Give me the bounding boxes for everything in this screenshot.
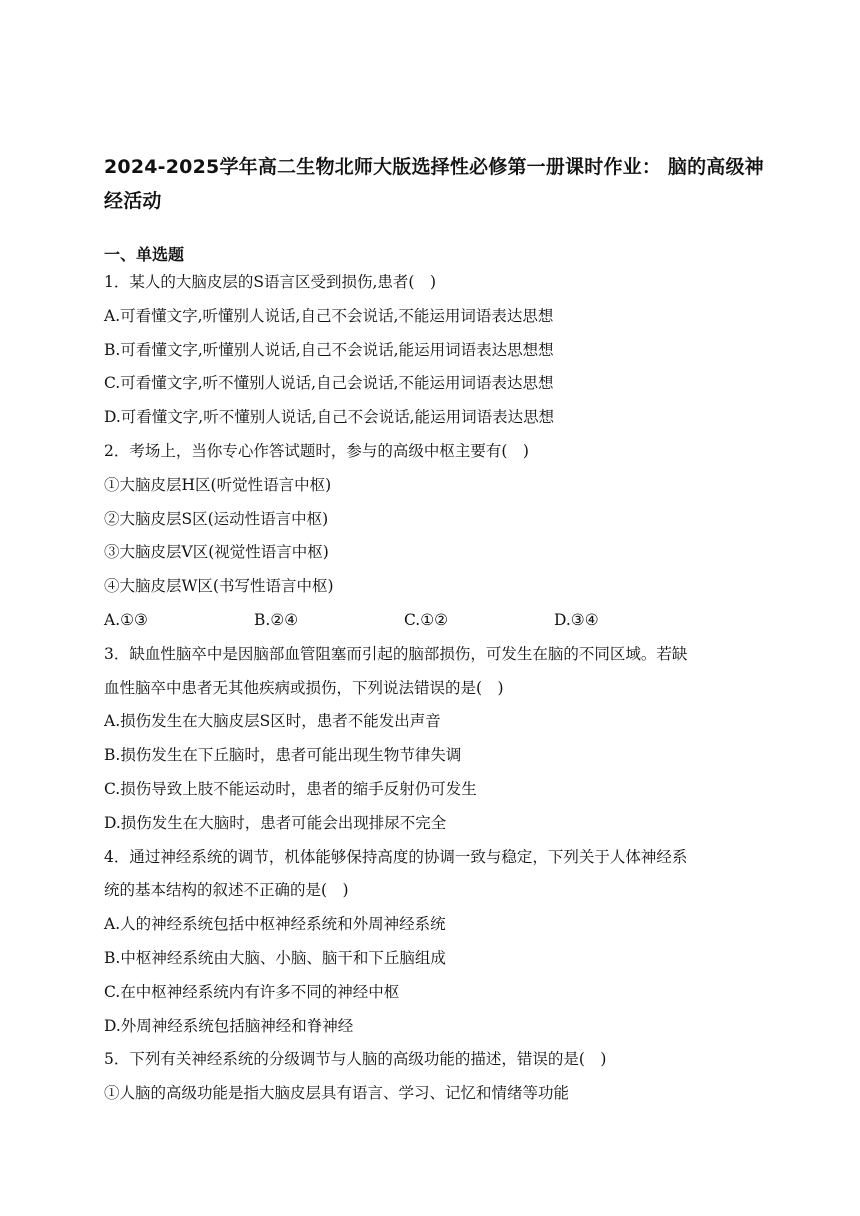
question-1-option-a: A.可看懂文字,听懂别人说话,自己不会说话,不能运用词语表达思想 [104,306,554,325]
question-1-option-c: C.可看懂文字,听不懂别人说话,自己会说话,不能运用词语表达思想 [104,374,554,393]
question-3-option-b: B.损伤发生在下丘脑时，患者可能出现生物节律失调 [104,746,462,765]
question-2-statement-3: ③大脑皮层V区(视觉性语言中枢) [104,543,329,562]
question-3-option-d: D.损伤发生在大脑时，患者可能会出现排尿不完全 [104,813,447,832]
question-5-stem: 5．下列有关神经系统的分级调节与人脑的高级功能的描述，错误的是( ) [104,1050,607,1069]
question-4-stem-line-1: 4．通过神经系统的调节，机体能够保持高度的协调一致与稳定，下列关于人体神经系 [104,847,688,866]
question-2-option-c: C.①② [404,610,449,629]
question-1-option-d: D.可看懂文字,听不懂别人说话,自己不会说话,能运用词语表达思想 [104,408,555,427]
question-2-option-d: D.③④ [554,610,599,629]
question-5-statement-1: ①人脑的高级功能是指大脑皮层具有语言、学习、记忆和情绪等功能 [104,1084,570,1103]
question-2-stem: 2．考场上，当你专心作答试题时，参与的高级中枢主要有( ) [104,441,529,460]
question-3-option-a: A.损伤发生在大脑皮层S区时，患者不能发出声音 [104,712,441,731]
question-4-stem-line-2: 统的基本结构的叙述不正确的是( ) [104,881,349,900]
question-1-stem: 1．某人的大脑皮层的S语言区受到损伤,患者( ) [104,273,437,291]
question-2-option-a: A.①③ [104,610,148,629]
question-2-options [104,604,764,638]
question-1-option-b: B.可看懂文字,听懂别人说话,自己不会说话,能运用词语表达思想想 [104,340,554,359]
question-list [104,266,764,1111]
question-4-option-b: B.中枢神经系统由大脑、小脑、脑干和下丘脑组成 [104,948,446,967]
question-3-stem-line-1: 3．缺血性脑卒中是因脑部血管阻塞而引起的脑部损伤，可发生在脑的不同区域。若缺 [104,644,688,663]
question-3-option-c: C.损伤导致上肢不能运动时，患者的缩手反射仍可发生 [104,779,477,798]
question-4-option-d: D.外周神经系统包括脑神经和脊神经 [104,1016,354,1035]
section-heading: 一、单选题 [104,245,185,264]
question-2-statement-2: ②大脑皮层S区(运动性语言中枢) [104,509,329,528]
question-4-option-a: A.人的神经系统包括中枢神经系统和外周神经系统 [104,915,446,934]
question-4-option-c: C.在中枢神经系统内有许多不同的神经中枢 [104,982,400,1001]
question-3-stem-line-2: 血性脑卒中患者无其他疾病或损伤，下列说法错误的是( ) [104,678,504,697]
question-2-statement-1: ①大脑皮层H区(听觉性语言中枢) [104,475,332,494]
document-title: 2024-2025学年高二生物北师大版选择性必修第一册课时作业： 脑的高级神经活动 [104,156,764,212]
question-2-statement-4: ④大脑皮层W区(书写性语言中枢) [104,577,334,596]
question-2-option-b: B.②④ [254,610,299,629]
